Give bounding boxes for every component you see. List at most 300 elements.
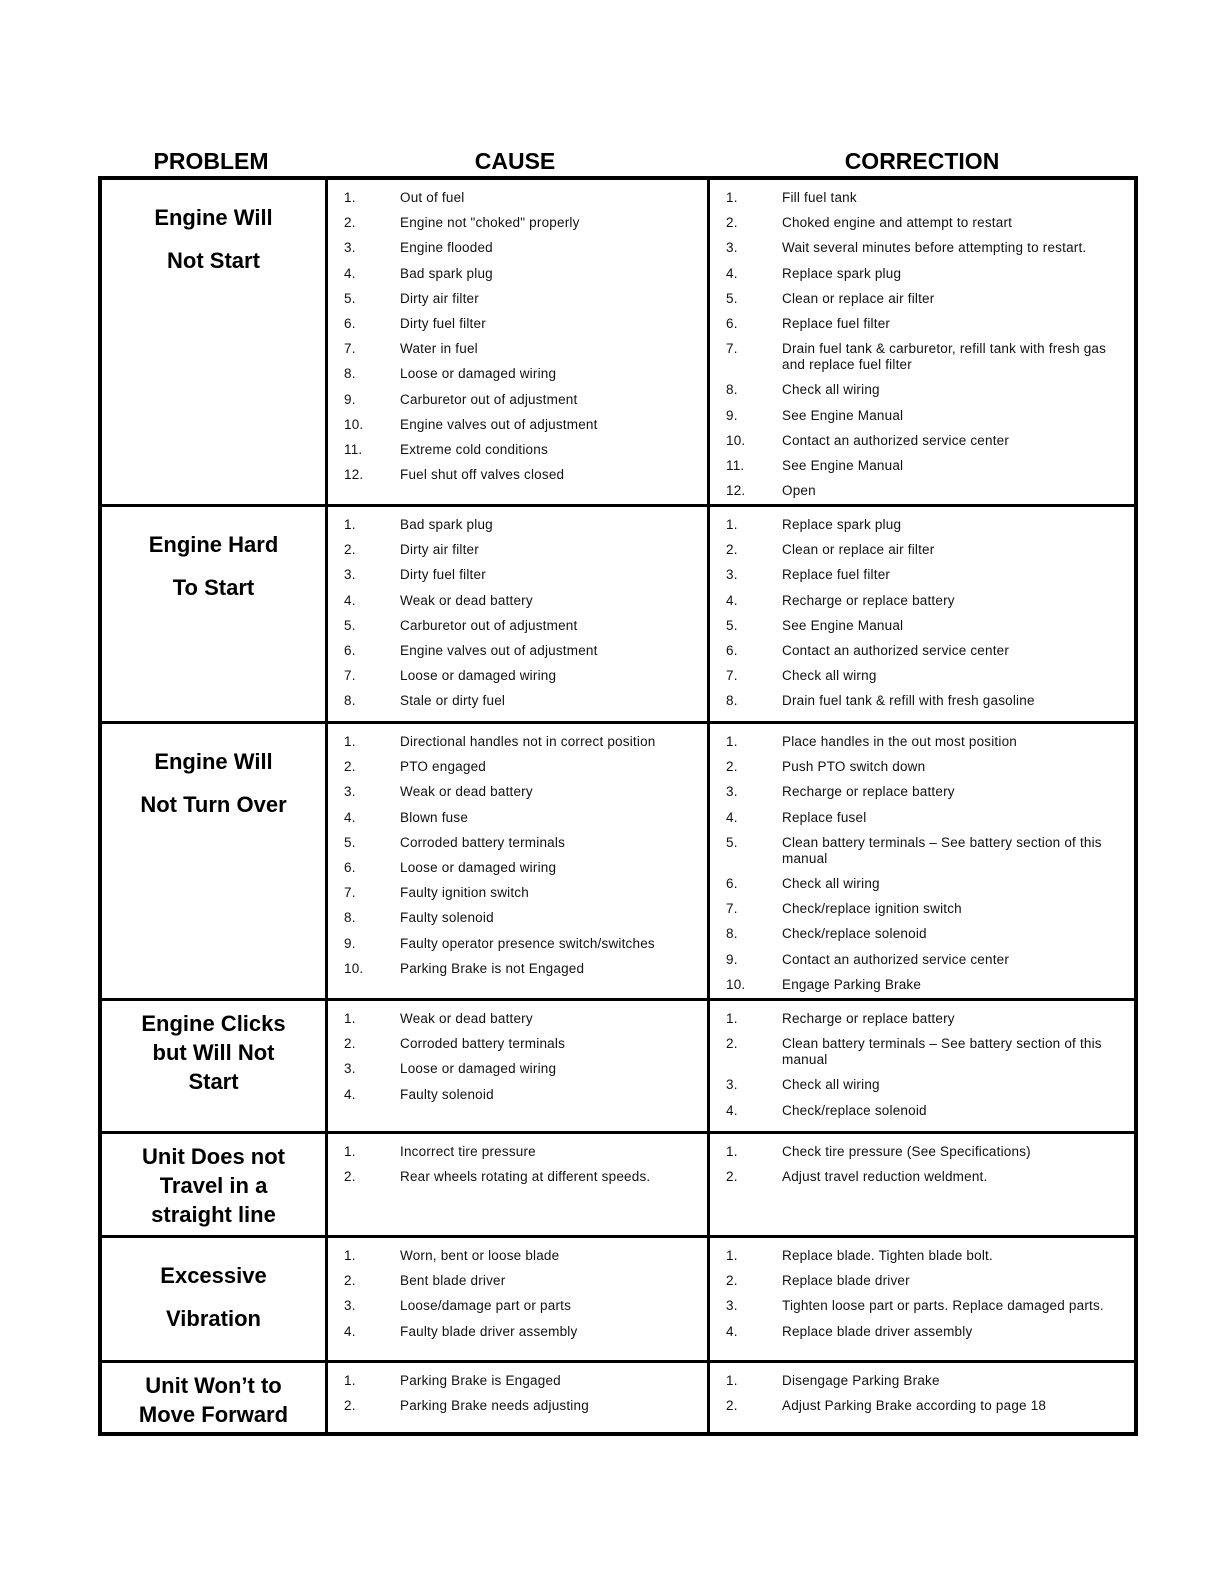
problem-cell [102, 1001, 328, 1131]
list-item [710, 810, 1128, 826]
item-number: 1. [726, 1011, 738, 1026]
table-header [98, 148, 1138, 178]
item-number: 2. [344, 759, 356, 775]
item-number: 2. [726, 1273, 738, 1289]
correction-cell-list [710, 1248, 1128, 1340]
item-number: 8. [344, 693, 356, 709]
item-number: 2. [344, 1036, 356, 1052]
item-text: Recharge or replace battery [782, 784, 955, 800]
item-number: 3. [344, 784, 356, 800]
cause-cell-list [328, 1373, 707, 1414]
item-text: Adjust Parking Brake according to page 18 [782, 1398, 1047, 1414]
item-text: Dirty fuel filter [400, 315, 486, 331]
item-text: Bent blade driver [400, 1273, 506, 1289]
list-item [328, 810, 707, 826]
item-text: See Engine Manual [782, 617, 904, 633]
item-text: Check/replace solenoid [782, 1102, 927, 1118]
table-row [102, 504, 1134, 721]
problem-label: Move Forward [138, 1402, 289, 1427]
item-number: 5. [726, 290, 738, 306]
correction-cell [710, 1238, 1134, 1360]
cause-column-header: CAUSE [474, 148, 556, 174]
item-text: Clean battery terminals – See battery section of this manual [782, 834, 1102, 866]
problem-column-header: PROBLEM [153, 148, 269, 174]
item-number: 5. [344, 617, 356, 633]
item-text: Tighten loose part or parts. Replace damaged parts. [782, 1298, 1104, 1314]
correction-cell [710, 1001, 1134, 1131]
item-number: 1. [726, 1248, 738, 1263]
list-item [328, 316, 707, 332]
list-item [328, 593, 707, 609]
list-item [328, 1061, 707, 1077]
item-number: 7. [726, 901, 738, 917]
item-text: See Engine Manual [782, 407, 904, 423]
table-row [102, 721, 1134, 998]
item-text: Worn, bent or loose blade [400, 1248, 560, 1263]
item-number: 9. [344, 391, 356, 407]
item-text: Faulty ignition switch [400, 885, 529, 901]
item-number: 3. [726, 567, 738, 583]
cause-cell [328, 1134, 710, 1235]
list-item [710, 517, 1128, 533]
item-text: Faulty operator presence switch/switches [400, 935, 655, 951]
item-text: PTO engaged [400, 759, 487, 775]
item-text: Drain fuel tank & refill with fresh gasoline [782, 693, 1035, 709]
item-text: Check all wiring [782, 1077, 880, 1093]
item-text: Drain fuel tank & carburetor, refill tank with fresh gas and replace fuel filter [782, 341, 1107, 373]
list-item [328, 240, 707, 256]
correction-cell [710, 724, 1134, 998]
correction-cell [710, 180, 1134, 504]
problem-label: Vibration [166, 1306, 261, 1331]
item-text: Parking Brake is Engaged [400, 1373, 561, 1388]
problem-label: Engine Clicks [141, 1011, 286, 1036]
correction-cell-list [710, 1373, 1128, 1414]
list-item [710, 341, 1128, 373]
list-item [710, 977, 1128, 993]
correction-cell [710, 1134, 1134, 1235]
item-text: Loose or damaged wiring [400, 1061, 557, 1077]
item-number: 10. [344, 416, 364, 432]
list-item [710, 240, 1128, 256]
item-number: 4. [726, 592, 738, 608]
correction-cell-list [710, 517, 1128, 709]
list-item [328, 734, 707, 750]
item-text: Contact an authorized service center [782, 432, 1010, 448]
item-number: 8. [344, 910, 356, 926]
correction-cell-list [710, 1011, 1128, 1119]
list-item [328, 618, 707, 634]
list-item [710, 382, 1128, 398]
list-item [328, 1036, 707, 1052]
list-item [328, 759, 707, 775]
item-number: 4. [344, 1086, 356, 1102]
item-text: Bad spark plug [400, 265, 493, 281]
item-text: Fuel shut off valves closed [400, 467, 565, 483]
cause-cell-list [328, 1248, 707, 1340]
item-number: 3. [726, 784, 738, 800]
item-number: 2. [344, 1273, 356, 1289]
list-item [710, 316, 1128, 332]
item-text: Dirty air filter [400, 290, 479, 306]
problem-cell [102, 724, 328, 998]
troubleshooting-table [98, 176, 1138, 1436]
item-text: Fill fuel tank [782, 190, 857, 205]
list-item [328, 542, 707, 558]
list-item [710, 1324, 1128, 1340]
problem-label: Not Turn Over [140, 792, 287, 817]
list-item [710, 643, 1128, 659]
list-item [710, 693, 1128, 709]
item-number: 2. [726, 1036, 738, 1052]
item-text: Recharge or replace battery [782, 1011, 955, 1026]
list-item [328, 961, 707, 977]
table-row [102, 180, 1134, 504]
list-item [328, 860, 707, 876]
item-number: 10. [726, 432, 746, 448]
cause-cell [328, 1363, 710, 1432]
list-item [328, 417, 707, 433]
item-number: 2. [344, 215, 356, 231]
list-item [710, 483, 1128, 499]
cause-cell-list [328, 517, 707, 709]
cause-cell [328, 507, 710, 721]
cause-cell-list [328, 1144, 707, 1185]
list-item [328, 1398, 707, 1414]
item-text: Check all wirng [782, 668, 877, 684]
item-text: Replace blade driver [782, 1273, 910, 1289]
item-text: Loose or damaged wiring [400, 366, 557, 382]
list-item [710, 1273, 1128, 1289]
list-item [710, 567, 1128, 583]
item-text: Contact an authorized service center [782, 951, 1010, 967]
item-number: 1. [344, 1373, 356, 1388]
item-text: Parking Brake is not Engaged [400, 960, 585, 976]
item-number: 2. [726, 215, 738, 231]
list-item [328, 1248, 707, 1264]
item-number: 3. [344, 1298, 356, 1314]
item-text: Check all wiring [782, 875, 880, 891]
item-number: 3. [344, 240, 356, 256]
item-number: 5. [344, 834, 356, 850]
item-number: 1. [726, 1144, 738, 1159]
cause-cell [328, 1238, 710, 1360]
item-number: 6. [726, 642, 738, 658]
item-number: 1. [344, 1248, 356, 1263]
item-number: 5. [726, 617, 738, 633]
list-item [710, 901, 1128, 917]
item-number: 8. [726, 382, 738, 398]
item-text: Carburetor out of adjustment [400, 391, 578, 407]
item-text: Corroded battery terminals [400, 1036, 566, 1052]
cause-cell-list [328, 734, 707, 977]
list-item [710, 542, 1128, 558]
item-number: 9. [344, 935, 356, 951]
list-item [710, 759, 1128, 775]
item-number: 7. [726, 668, 738, 684]
list-item [710, 876, 1128, 892]
item-text: Replace blade. Tighten blade bolt. [782, 1248, 993, 1263]
list-item [710, 408, 1128, 424]
item-number: 2. [726, 1169, 738, 1185]
correction-cell [710, 507, 1134, 721]
item-number: 2. [344, 1398, 356, 1414]
list-item [710, 291, 1128, 307]
item-number: 1. [344, 517, 356, 532]
item-number: 3. [726, 240, 738, 256]
list-item [328, 1324, 707, 1340]
problem-cell [102, 1134, 328, 1235]
problem-label: To Start [172, 575, 255, 600]
item-number: 3. [344, 1061, 356, 1077]
item-text: Faulty blade driver assembly [400, 1323, 578, 1339]
list-item [328, 643, 707, 659]
correction-cell-list [710, 734, 1128, 993]
item-text: Blown fuse [400, 809, 469, 825]
table-row [102, 1360, 1134, 1432]
list-item [710, 1373, 1128, 1389]
item-number: 2. [344, 542, 356, 558]
list-item [710, 1036, 1128, 1068]
item-number: 5. [726, 834, 738, 850]
list-item [710, 1298, 1128, 1314]
item-number: 1. [726, 517, 738, 532]
item-number: 11. [726, 457, 745, 473]
item-text: Engine not "choked" properly [400, 215, 580, 231]
item-text: Contact an authorized service center [782, 642, 1010, 658]
item-number: 7. [726, 341, 738, 357]
list-item [710, 734, 1128, 750]
item-number: 7. [344, 885, 356, 901]
list-item [710, 1144, 1128, 1160]
item-number: 4. [726, 1102, 738, 1118]
table-row [102, 998, 1134, 1131]
item-number: 7. [344, 341, 356, 357]
item-text: Recharge or replace battery [782, 592, 955, 608]
problem-label: Not Start [167, 248, 260, 273]
item-number: 12. [726, 483, 746, 499]
list-item [710, 433, 1128, 449]
cause-cell-list [328, 190, 707, 483]
problem-cell [102, 507, 328, 721]
list-item [328, 366, 707, 382]
item-number: 1. [726, 734, 738, 749]
list-item [710, 952, 1128, 968]
item-text: Engage Parking Brake [782, 976, 922, 992]
list-item [328, 442, 707, 458]
item-number: 9. [726, 951, 738, 967]
item-text: Dirty air filter [400, 542, 479, 558]
item-number: 4. [726, 809, 738, 825]
list-item [328, 392, 707, 408]
list-item [710, 784, 1128, 800]
item-text: See Engine Manual [782, 457, 904, 473]
item-text: Out of fuel [400, 190, 465, 205]
item-number: 4. [344, 809, 356, 825]
item-number: 6. [726, 315, 738, 331]
item-number: 6. [726, 875, 738, 891]
item-number: 4. [344, 592, 356, 608]
item-number: 2. [726, 1398, 738, 1414]
correction-column-header: CORRECTION [844, 148, 1000, 174]
item-number: 6. [344, 315, 356, 331]
item-text: Dirty fuel filter [400, 567, 486, 583]
cause-cell-list [328, 1011, 707, 1103]
item-text: Directional handles not in correct position [400, 734, 656, 749]
item-text: Engine valves out of adjustment [400, 642, 598, 658]
problem-label: Unit Does not [142, 1144, 285, 1169]
item-number: 10. [726, 976, 746, 992]
item-text: Loose/damage part or parts [400, 1298, 572, 1314]
problem-label: Engine Will [154, 205, 273, 230]
item-text: Bad spark plug [400, 517, 493, 532]
problem-cell [102, 1238, 328, 1360]
item-number: 1. [726, 190, 738, 205]
item-text: Water in fuel [400, 341, 478, 357]
list-item [328, 567, 707, 583]
list-item [328, 215, 707, 231]
problem-label: Excessive [160, 1263, 267, 1288]
item-number: 10. [344, 960, 364, 976]
item-number: 2. [726, 759, 738, 775]
item-text: Clean or replace air filter [782, 542, 935, 558]
list-item [710, 1398, 1128, 1414]
item-text: Choked engine and attempt to restart [782, 215, 1013, 231]
list-item [328, 885, 707, 901]
cause-cell [328, 180, 710, 504]
list-item [328, 266, 707, 282]
correction-cell-list [710, 190, 1128, 499]
item-number: 4. [726, 1323, 738, 1339]
list-item [328, 1298, 707, 1314]
list-item [328, 517, 707, 533]
list-item [710, 593, 1128, 609]
correction-cell-list [710, 1144, 1128, 1185]
item-number: 7. [344, 668, 356, 684]
item-number: 9. [726, 407, 738, 423]
list-item [710, 458, 1128, 474]
cause-cell [328, 1001, 710, 1131]
problem-cell [102, 180, 328, 504]
item-text: Check tire pressure (See Specifications) [782, 1144, 1031, 1159]
list-item [328, 1011, 707, 1027]
item-text: Weak or dead battery [400, 784, 533, 800]
item-number: 1. [726, 1373, 738, 1388]
problem-label: Engine Hard [148, 532, 279, 557]
item-number: 5. [344, 290, 356, 306]
item-text: Wait several minutes before attempting to restart. [782, 240, 1087, 256]
item-number: 4. [726, 265, 738, 281]
problem-cell [102, 1363, 328, 1432]
item-text: Weak or dead battery [400, 592, 533, 608]
list-item [328, 910, 707, 926]
list-item [710, 926, 1128, 942]
item-text: Check/replace solenoid [782, 926, 927, 942]
item-number: 6. [344, 642, 356, 658]
item-number: 11. [344, 441, 363, 457]
item-text: Engine flooded [400, 240, 493, 256]
item-text: Carburetor out of adjustment [400, 617, 578, 633]
item-text: Faulty solenoid [400, 1086, 494, 1102]
list-item [328, 1144, 707, 1160]
item-text: Check/replace ignition switch [782, 901, 962, 917]
problem-label: Engine Will [154, 749, 273, 774]
list-item [328, 291, 707, 307]
list-item [328, 1087, 707, 1103]
item-number: 2. [344, 1169, 356, 1185]
list-item [710, 1169, 1128, 1185]
problem-label: but Will Not [152, 1040, 275, 1065]
item-number: 1. [344, 1144, 356, 1159]
problem-label: Travel in a [159, 1173, 268, 1198]
item-number: 4. [344, 265, 356, 281]
item-text: Loose or damaged wiring [400, 668, 557, 684]
list-item [710, 1077, 1128, 1093]
item-text: Loose or damaged wiring [400, 859, 557, 875]
list-item [328, 668, 707, 684]
list-item [710, 215, 1128, 231]
list-item [710, 1248, 1128, 1264]
item-number: 8. [726, 693, 738, 709]
item-number: 3. [344, 567, 356, 583]
item-text: Replace blade driver assembly [782, 1323, 973, 1339]
item-text: Stale or dirty fuel [400, 693, 506, 709]
list-item [328, 341, 707, 357]
list-item [328, 835, 707, 851]
list-item [328, 190, 707, 206]
item-text: Rear wheels rotating at different speeds. [400, 1169, 651, 1185]
item-text: Faulty solenoid [400, 910, 494, 926]
item-number: 1. [344, 190, 356, 205]
item-number: 6. [344, 859, 356, 875]
list-item [328, 467, 707, 483]
item-text: Replace fuel filter [782, 567, 891, 583]
item-number: 1. [344, 734, 356, 749]
item-text: Replace spark plug [782, 265, 902, 281]
cause-cell [328, 724, 710, 998]
item-number: 3. [726, 1298, 738, 1314]
item-text: Push PTO switch down [782, 759, 926, 775]
list-item [328, 936, 707, 952]
problem-label: Unit Won’t to [145, 1373, 282, 1398]
list-item [710, 190, 1128, 206]
item-text: Engine valves out of adjustment [400, 416, 598, 432]
item-text: Incorrect tire pressure [400, 1144, 536, 1159]
list-item [328, 1373, 707, 1389]
list-item [710, 618, 1128, 634]
item-text: Disengage Parking Brake [782, 1373, 940, 1388]
list-item [710, 266, 1128, 282]
item-text: Place handles in the out most position [782, 734, 1017, 749]
list-item [710, 1103, 1128, 1119]
item-text: Clean or replace air filter [782, 290, 935, 306]
item-number: 12. [344, 467, 364, 483]
list-item [328, 784, 707, 800]
table-row [102, 1235, 1134, 1360]
item-text: Clean battery terminals – See battery section of this manual [782, 1036, 1102, 1068]
list-item [328, 693, 707, 709]
list-item [710, 1011, 1128, 1027]
list-item [328, 1273, 707, 1289]
item-number: 3. [726, 1077, 738, 1093]
item-number: 4. [344, 1323, 356, 1339]
item-number: 2. [726, 542, 738, 558]
table-row [102, 1131, 1134, 1235]
item-text: Parking Brake needs adjusting [400, 1398, 589, 1414]
item-number: 1. [344, 1011, 356, 1026]
item-text: Extreme cold conditions [400, 441, 548, 457]
item-text: Weak or dead battery [400, 1011, 533, 1026]
